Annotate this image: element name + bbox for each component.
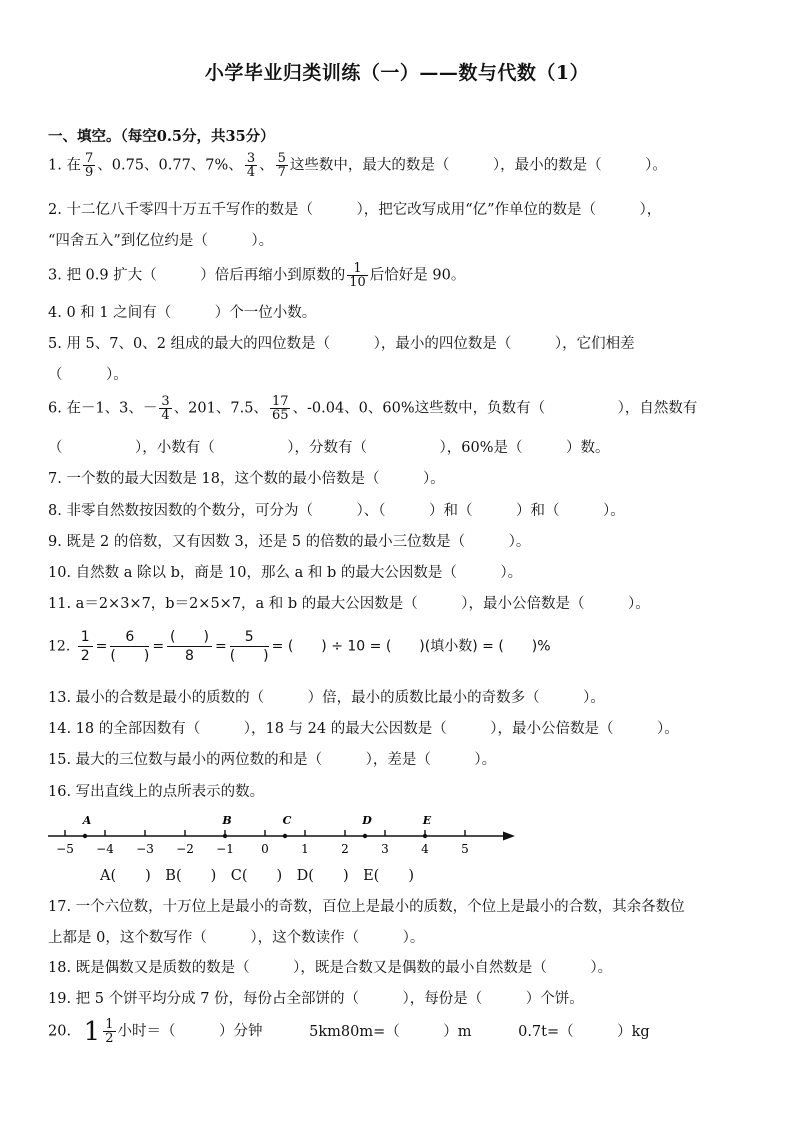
tick-label: 2 [341, 842, 349, 856]
fraction: 6 ( ) [110, 629, 150, 664]
question-9: 9. 既是 2 的倍数，又有因数 3，还是 5 的倍数的最小三位数是（ ）。 [48, 534, 531, 550]
question-12: 12. $\frac{1}{2}$ = 6 ( ) = ( ) 8 = 5 ( ) = ( ) ÷ 10 = ( )(填小数) = ( )% [48, 629, 551, 664]
fraction: $\frac{3}{4}$ [246, 151, 256, 180]
point-d [363, 834, 367, 838]
point-b [223, 834, 227, 838]
question-5-line-2: （ ）。 [48, 367, 128, 383]
question-19: 19. 把 5 个饼平均分成 7 份，每份占全部饼的（ ），每份是（ ）个饼。 [48, 991, 584, 1007]
fraction: $\frac{17}{65}$ [271, 394, 289, 423]
question-7: 7. 一个数的最大因数是 18，这个数的最小倍数是（ ）。 [48, 471, 445, 487]
question-4: 4. 0 和 1 之间有（ ）个一位小数。 [48, 305, 317, 321]
question-13: 13. 最小的合数是最小的质数的（ ）倍，最小的质数比最小的奇数多（ ）。 [48, 690, 605, 706]
fraction: $\frac{5}{7}$ [277, 151, 286, 180]
question-1: 1. 在 $\frac{7}{9}$ 、0.75、0.77、7%、 $\frac{3}{4}$ 、 $\frac{5}{7}$ 这些数中，最大的数是（ ），最小的数是（ ）。 [48, 151, 667, 180]
question-15: 15. 最大的三位数与最小的两位数的和是（ ），差是（ ）。 [48, 752, 497, 768]
question-8: 8. 非零自然数按因数的个数分，可分为（ ）、（ ）和（ ）和（ ）。 [48, 503, 625, 519]
question-16: 16. 写出直线上的点所表示的数。 [48, 784, 265, 800]
point-label: D [362, 814, 372, 827]
question-18: 18. 既是偶数又是质数的数是（ ），既是合数又是偶数的最小自然数是（ ）。 [48, 960, 613, 976]
question-10: 10. 自然数 a 除以 b，商是 10，那么 a 和 b 的最大公因数是（ ）。 [48, 565, 523, 581]
tick-label: 0 [261, 842, 269, 856]
tick-label: 4 [421, 842, 429, 856]
point-a [83, 834, 87, 838]
fraction: 5 ( ) [229, 629, 269, 664]
tick-label: 3 [381, 842, 389, 856]
tick-label: 1 [301, 842, 309, 856]
tick-label: −1 [216, 842, 234, 856]
number-line [45, 810, 520, 858]
fraction: ( ) 8 [167, 628, 212, 665]
question-16-answers: A( ) B( ) C( ) D( ) E( ) [100, 868, 415, 884]
question-5: 5. 用 5、7、0、2 组成的最大的四位数是（ ），最小的四位数是（ ），它们相差 [48, 336, 635, 352]
tick-label: −5 [56, 842, 74, 856]
fraction: $\frac{1}{2}$ [105, 1017, 114, 1046]
question-6-line-2: （ ），小数有（ ），分数有（ ），60%是（ ）数。 [48, 440, 610, 456]
axis-arrow [503, 832, 515, 841]
tick-label: −4 [96, 842, 114, 856]
question-6: 6. 在－1、3、－ $\frac{3}{4}$ 、201、7.5、 $\frac{17}{65}$ 、-0.04、0、60%这些数中，负数有（ ），自然数有 [48, 394, 698, 423]
tick-label: −2 [176, 842, 194, 856]
tick-label: 5 [461, 842, 469, 856]
question-3: 3. 把 0.9 扩大（ ）倍后再缩小到原数的 $\frac{1}{10}$ 后恰好是 90。 [48, 261, 466, 290]
fraction: $\frac{1}{10}$ [349, 261, 366, 290]
question-2-line-2: “四舍五入”到亿位约是（ ）。 [48, 233, 274, 249]
page-title: 小学毕业归类训练（一）——数与代数（1） [204, 62, 590, 84]
question-14: 14. 18 的全部因数有（ ），18 与 24 的最大公因数是（ ），最小公倍数是（ ）。 [48, 721, 679, 737]
point-label: E [422, 814, 432, 827]
section-heading: 一、填空。（每空0.5分，共35分） [48, 128, 275, 145]
tick-label: −3 [136, 842, 154, 856]
point-label: C [282, 814, 292, 827]
question-17: 17. 一个六位数，十万位上是最小的奇数，百位上是最小的质数，个位上是最小的合数，其余各数位 [48, 899, 685, 915]
point-e [423, 834, 427, 838]
point-label: A [82, 814, 92, 827]
fraction: $\frac{7}{9}$ [84, 151, 94, 180]
question-17-line-2: 上都是 0，这个数写作（ ），这个数读作（ ）。 [48, 930, 425, 946]
fraction: $\frac{3}{4}$ [161, 394, 170, 423]
question-20: 20. 1 $\frac{1}{2}$ 小时＝（ ）分钟 5km80m=（ ）m 0.7t=（ ）kg [48, 1016, 650, 1047]
point-c [283, 834, 287, 838]
question-11: 11. a＝2×3×7，b＝2×5×7，a 和 b 的最大公因数是（ ），最小公倍数是（ ）。 [48, 596, 650, 612]
point-label: B [222, 814, 232, 827]
fraction: $\frac{1}{2}$ [78, 628, 93, 665]
question-2: 2. 十二亿八千零四十万五千写作的数是（ ），把它改写成用“亿”作单位的数是（ ）， [48, 202, 662, 218]
